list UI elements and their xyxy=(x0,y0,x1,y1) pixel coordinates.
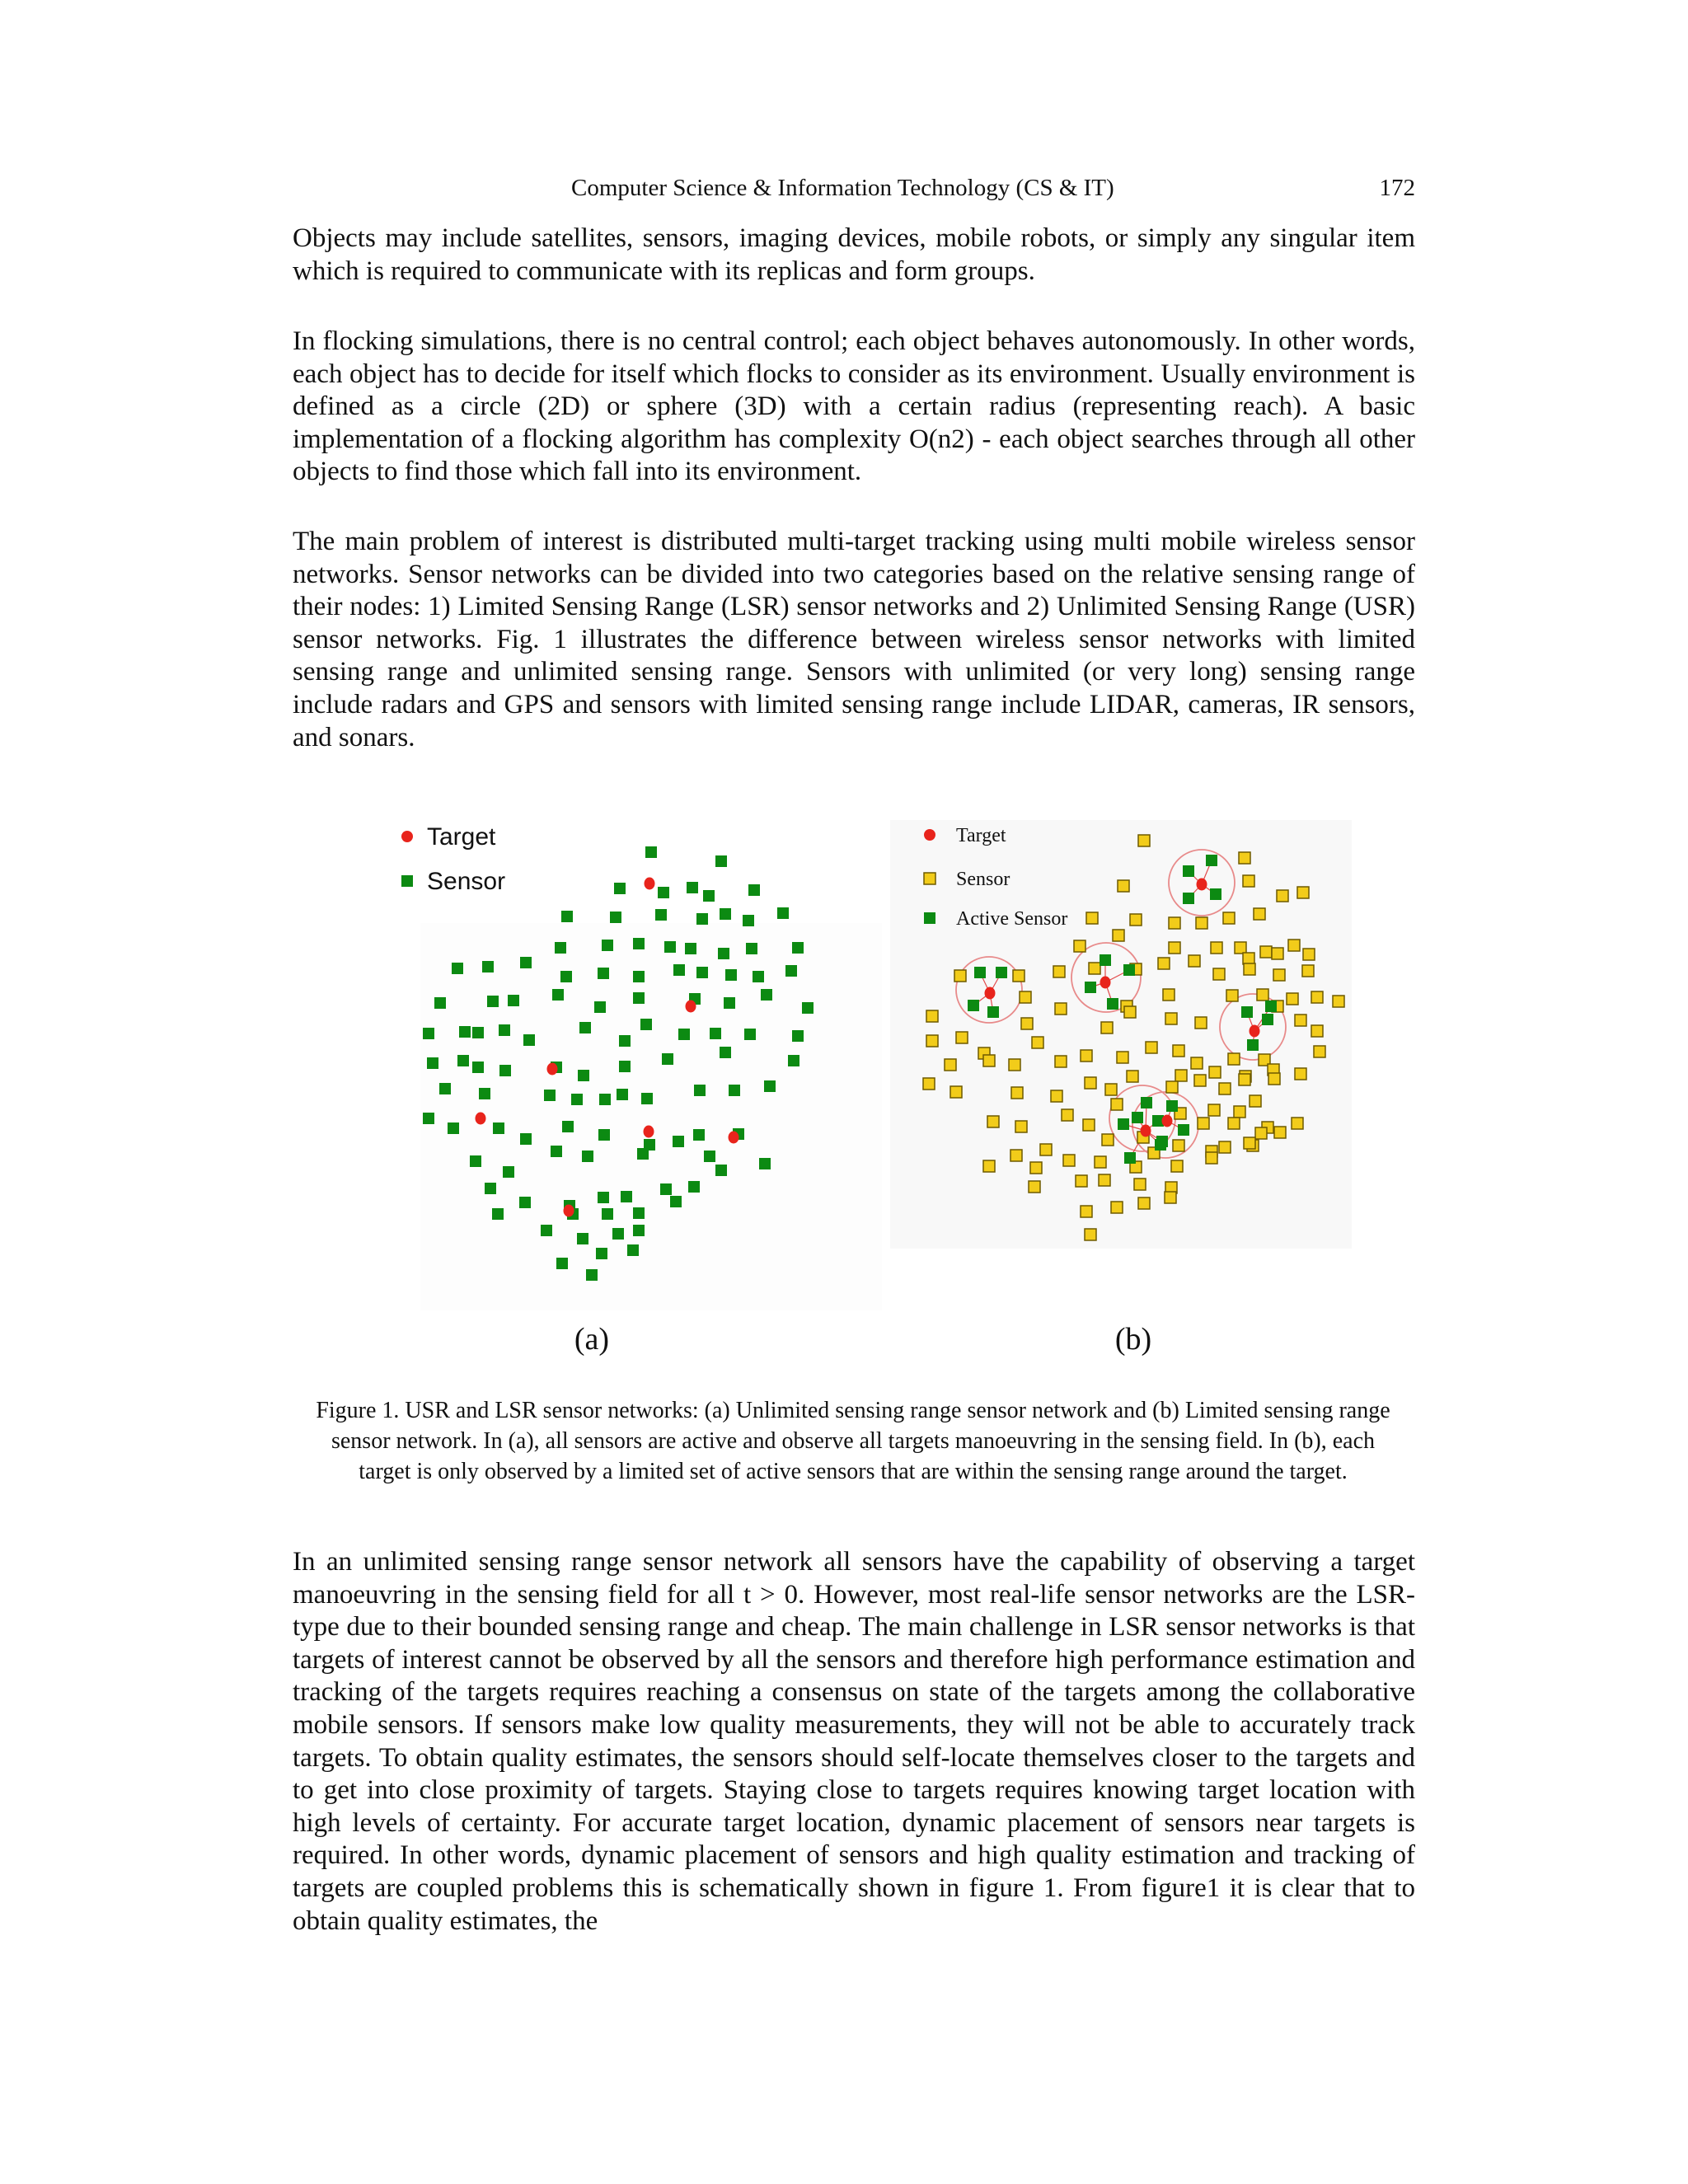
sensor-marker xyxy=(703,890,715,902)
sensor-marker xyxy=(577,1233,588,1244)
running-header xyxy=(293,175,1415,208)
panel-b-legend-sensor-marker xyxy=(924,873,935,884)
sensor-marker xyxy=(1208,1104,1220,1116)
sensor-marker xyxy=(479,1088,490,1099)
sensor-marker xyxy=(551,1146,562,1157)
sensor-marker xyxy=(1292,1118,1303,1129)
sensor-marker xyxy=(596,1248,607,1259)
target-marker xyxy=(644,1126,654,1138)
sensor-marker xyxy=(1196,917,1207,929)
active-sensor-marker xyxy=(1123,964,1135,976)
active-sensor-marker xyxy=(1183,865,1194,877)
sensor-marker xyxy=(1288,940,1300,951)
sensor-marker xyxy=(1213,968,1225,980)
sensor-marker xyxy=(434,997,446,1009)
sensor-marker xyxy=(519,1197,531,1208)
sensor-marker xyxy=(792,942,804,954)
sensor-marker xyxy=(1239,1074,1250,1085)
target-marker xyxy=(1250,1025,1260,1038)
sensor-marker xyxy=(673,1136,684,1147)
sensor-marker xyxy=(520,1133,532,1145)
active-sensor-marker xyxy=(1100,954,1111,966)
sensor-marker xyxy=(599,1094,611,1105)
active-sensor-marker xyxy=(1183,893,1194,904)
target-marker xyxy=(1197,879,1207,891)
sensor-marker xyxy=(696,967,708,978)
sensor-marker xyxy=(720,1047,731,1058)
sensor-marker xyxy=(641,1093,653,1104)
sensor-marker xyxy=(1127,1071,1138,1082)
sensor-marker xyxy=(761,989,772,1001)
sensor-marker xyxy=(1303,949,1315,960)
sensor-marker xyxy=(1081,1050,1092,1062)
sensor-marker xyxy=(598,1129,610,1141)
sensor-marker xyxy=(1020,991,1031,1003)
target-marker xyxy=(686,1001,696,1013)
sensor-marker xyxy=(1062,1109,1073,1121)
sensor-marker xyxy=(1138,1197,1150,1209)
sensor-marker xyxy=(1083,1119,1095,1131)
panel-b-legend-target-marker xyxy=(924,829,935,841)
sensor-marker xyxy=(1272,948,1283,959)
sensor-marker xyxy=(1146,1042,1157,1053)
sensor-marker xyxy=(1102,1134,1114,1146)
sensor-marker xyxy=(1086,912,1098,924)
paragraph-unlimited-range: In an unlimited sensing range sensor network all sensors have the capability of observing a target manoeuvring in the sensing field for all t > 0. However, most real-life sensor networks are the LSR-type due to their bounded sensing range and cheap. The main challenge in LSR sensor networks is that targets of interest cannot be observed by all the sensors and therefore high performance estimation and tracking of the targets requires reaching a consensus on state of the targets among the collaborative mobile sensors. If sensors make low quality measurements, they will not be able to accurately track targets. To obtain quality estimates, the sensors should self-locate themselves closer to the targets and to get into close proximity of targets. Staying close to targets requires knowing target location with high levels of certainty. For accurate target location, dynamic placement of sensors near targets is required. In other words, dynamic placement of sensors and high quality estimation and tracking of targets are coupled problems this is schematically shown in figure 1. From figure1 it is clear that to obtain quality estimates, the xyxy=(293,1547,1415,1936)
sensor-marker xyxy=(987,1116,999,1127)
active-sensor-marker xyxy=(1241,1006,1253,1018)
active-sensor-marker xyxy=(1262,1014,1273,1025)
sensor-marker xyxy=(1211,942,1222,954)
sensor-marker xyxy=(764,1080,776,1092)
sensor-marker xyxy=(753,971,764,982)
sensor-marker xyxy=(1032,1037,1043,1048)
sensor-marker xyxy=(612,1228,624,1240)
sensor-marker xyxy=(1244,963,1255,975)
target-marker xyxy=(1100,977,1111,989)
sensor-marker xyxy=(594,1001,606,1013)
sensor-marker xyxy=(523,1034,535,1046)
active-sensor-marker xyxy=(1265,1001,1277,1012)
sensor-marker xyxy=(1111,1202,1123,1213)
sensor-marker xyxy=(544,1090,556,1101)
sensor-marker xyxy=(1055,1056,1067,1067)
panel-b-legend-sensor-label: Sensor xyxy=(956,869,1010,890)
sensor-marker xyxy=(1244,1137,1255,1149)
sensor-marker xyxy=(637,1148,649,1160)
target-marker xyxy=(476,1113,486,1125)
sensor-marker xyxy=(1255,1127,1267,1139)
sensor-marker xyxy=(1051,1090,1062,1102)
sensor-marker xyxy=(470,1155,481,1167)
sensor-marker xyxy=(472,1027,484,1038)
sensor-marker xyxy=(427,1057,438,1069)
sensor-marker xyxy=(1138,835,1150,846)
sensor-marker xyxy=(439,1083,451,1094)
sensor-marker xyxy=(1130,914,1142,926)
sensor-marker xyxy=(983,1055,995,1066)
sensor-marker xyxy=(1257,989,1268,1001)
figure-1 xyxy=(387,812,1360,1364)
sensor-marker xyxy=(792,1030,804,1042)
sensor-marker xyxy=(956,1032,968,1043)
sensor-marker xyxy=(1085,1077,1096,1089)
sensor-marker xyxy=(1295,1068,1306,1080)
sensor-marker xyxy=(640,1019,652,1030)
sensor-marker xyxy=(1124,1006,1136,1018)
sensor-marker xyxy=(571,1094,583,1105)
sensor-marker xyxy=(1169,917,1180,929)
active-sensor-marker xyxy=(1118,1118,1129,1130)
sensor-marker xyxy=(556,1258,568,1269)
sensor-marker xyxy=(610,912,621,923)
sensor-marker xyxy=(1206,1152,1217,1164)
sensor-marker xyxy=(633,992,645,1004)
sensor-marker xyxy=(1333,996,1344,1007)
sensor-marker xyxy=(724,997,735,1009)
sensor-marker xyxy=(459,1026,471,1038)
sensor-marker xyxy=(619,1035,631,1047)
sensor-marker xyxy=(1029,1181,1040,1193)
sensor-marker xyxy=(945,1059,956,1071)
sensor-marker xyxy=(715,1165,727,1176)
sensor-marker xyxy=(1191,1057,1203,1069)
sensor-marker xyxy=(555,942,566,954)
paragraph-main-problem: The main problem of interest is distributed multi-target tracking using multi mobile wireless sensor networks. Sensor networks can be divided into two categories based on the relative sensing range of their nodes: 1) Limited Sensing Range (LSR) sensor networks and 2) Unlimited Sensing Range (USR) sensor networks. Fig. 1 illustrates the difference between wireless sensor networks with limited sensing range and unlimited sensing range. Sensors with unlimited (or very long) sensing range include radars and GPS and sensors with limited sensing range include LIDAR, cameras, IR sensors, and sonars. xyxy=(293,527,1415,752)
sensor-marker xyxy=(582,1151,593,1162)
sensor-marker xyxy=(1158,958,1170,969)
sensor-marker xyxy=(785,965,797,977)
sensor-marker xyxy=(718,948,729,959)
sensor-marker xyxy=(678,1029,690,1040)
sensor-marker xyxy=(950,1086,962,1098)
sensor-marker xyxy=(499,1065,511,1076)
panel-b-legend-active-sensor-label: Active Sensor xyxy=(956,908,1068,930)
active-sensor-marker xyxy=(1141,1097,1152,1108)
sensor-marker xyxy=(759,1158,771,1169)
sensor-marker xyxy=(746,943,757,954)
target-marker xyxy=(1141,1125,1151,1137)
sensor-marker xyxy=(579,1022,591,1033)
sensor-marker xyxy=(1273,969,1285,981)
figure-1-graphic xyxy=(387,812,1360,1364)
sensor-marker xyxy=(1030,1162,1042,1174)
sensor-marker xyxy=(1260,946,1272,958)
sensor-marker xyxy=(1173,1140,1184,1151)
sensor-marker xyxy=(694,1085,706,1096)
figure-caption: Figure 1. USR and LSR sensor networks: (a) Unlimited sensing range sensor network and (b) Limited sensing range sensor network. In (a), all sensors are active and observe all targets manoeuvring in the sensing field. In (b), each target is only observed by a limited set of active sensors that are within the sensing range around the target. xyxy=(316,1398,1390,1484)
sensor-marker xyxy=(1095,1156,1106,1168)
sensor-marker xyxy=(457,1055,469,1066)
sensor-marker xyxy=(923,1078,935,1090)
sensor-marker xyxy=(1163,989,1175,1001)
sensor-marker xyxy=(1235,942,1246,954)
sensor-marker xyxy=(1165,1192,1176,1203)
sensor-marker xyxy=(1243,953,1254,964)
sensor-marker xyxy=(1194,1075,1206,1086)
active-sensor-marker xyxy=(987,1006,999,1018)
sensor-marker xyxy=(1223,912,1235,924)
sensor-marker xyxy=(614,883,626,894)
sensor-marker xyxy=(704,1151,715,1162)
target-marker xyxy=(645,878,655,890)
sensor-marker xyxy=(1234,1106,1245,1118)
active-sensor-marker xyxy=(1206,855,1217,866)
sensor-marker xyxy=(1297,887,1309,898)
sensor-marker xyxy=(492,1208,504,1220)
sensor-marker xyxy=(423,1113,434,1124)
sensor-marker xyxy=(748,884,760,896)
page-number: 172 xyxy=(1379,175,1415,201)
sensor-marker xyxy=(687,882,698,893)
sensor-marker xyxy=(598,1192,609,1203)
sensor-marker xyxy=(520,957,532,968)
active-sensor-marker xyxy=(1166,1100,1178,1112)
sensor-marker xyxy=(1274,1127,1286,1138)
panel-a-label: (a) xyxy=(574,1322,610,1357)
sensor-marker xyxy=(658,887,669,898)
sensor-marker xyxy=(660,1183,672,1195)
active-sensor-marker xyxy=(1247,1039,1259,1051)
sensor-marker xyxy=(1175,1070,1187,1081)
sensor-marker xyxy=(673,964,685,976)
sensor-marker xyxy=(1311,1025,1323,1037)
sensor-marker xyxy=(508,995,519,1006)
sensor-marker xyxy=(1314,1046,1325,1057)
sensor-marker xyxy=(552,989,564,1001)
sensor-marker xyxy=(1171,1160,1183,1172)
panel-b-legend-target-label: Target xyxy=(956,825,1006,846)
active-sensor-marker xyxy=(1124,1152,1136,1164)
sensor-marker xyxy=(1021,1018,1033,1029)
sensor-marker xyxy=(1011,1087,1023,1099)
sensor-marker xyxy=(621,1191,632,1202)
sensor-marker xyxy=(1228,1053,1240,1065)
sensor-marker xyxy=(1055,1003,1067,1015)
sensor-marker xyxy=(578,1070,589,1081)
sensor-marker xyxy=(743,915,754,926)
sensor-marker xyxy=(1165,1013,1177,1024)
sensor-marker xyxy=(1195,1017,1207,1029)
sensor-marker xyxy=(1089,963,1100,974)
sensor-marker xyxy=(926,1010,938,1022)
sensor-marker xyxy=(1117,1052,1128,1063)
sensor-marker xyxy=(633,971,645,982)
sensor-marker xyxy=(1169,942,1180,954)
target-marker xyxy=(729,1132,739,1144)
sensor-marker xyxy=(627,1244,639,1256)
sensor-marker xyxy=(1013,970,1025,982)
sensor-marker xyxy=(1053,966,1065,977)
sensor-marker xyxy=(1081,1206,1092,1217)
sensor-marker xyxy=(1113,930,1124,941)
sensor-marker xyxy=(1166,1081,1178,1093)
sensor-marker xyxy=(560,971,572,982)
sensor-marker xyxy=(1111,1099,1123,1110)
sensor-marker xyxy=(619,1061,631,1072)
panel-a-legend-target-label: Target xyxy=(427,823,496,851)
active-sensor-marker xyxy=(968,1000,979,1011)
panel-a-legend-sensor-marker xyxy=(401,875,413,887)
sensor-marker xyxy=(696,913,708,925)
sensor-marker xyxy=(720,908,731,920)
sensor-marker xyxy=(633,1207,645,1219)
sensor-marker xyxy=(1009,1059,1020,1071)
panel-b-legend-active-sensor-marker xyxy=(924,912,935,924)
sensor-marker xyxy=(685,943,696,954)
sensor-marker xyxy=(777,907,789,919)
sensor-marker xyxy=(482,961,494,972)
sensor-marker xyxy=(1085,1229,1096,1240)
running-title: Computer Science & Information Technology (CS & IT) xyxy=(571,175,1114,201)
sensor-marker xyxy=(1198,1118,1209,1129)
sensor-marker xyxy=(448,1122,459,1134)
sensor-marker xyxy=(1189,955,1200,967)
sensor-marker xyxy=(1063,1155,1075,1166)
sensor-marker xyxy=(1099,1174,1110,1186)
panel-a-legend-target-marker xyxy=(401,831,413,842)
sensor-marker xyxy=(1311,991,1323,1003)
sensor-marker xyxy=(541,1225,552,1236)
sensor-marker xyxy=(598,968,609,979)
sensor-marker xyxy=(602,940,613,951)
sensor-marker xyxy=(503,1166,514,1178)
paragraph-flocking: In flocking simulations, there is no central control; each object behaves autonomously. In other words, each object has to decide for itself which flocks to consider as its environment. Usually environment is defined as a circle (2D) or sphere (3D) with a certain radius (representing reach). A basic implementation of a flocking algorithm has complexity O(n2) - each object searches through all other objects to find those which fall into its environment. xyxy=(293,326,1415,487)
sensor-marker xyxy=(617,1089,628,1100)
sensor-marker xyxy=(487,996,499,1007)
panel-b-label: (b) xyxy=(1114,1322,1152,1357)
sensor-marker xyxy=(562,1121,574,1132)
sensor-marker xyxy=(493,1122,504,1134)
sensor-marker xyxy=(1118,880,1129,892)
sensor-marker xyxy=(499,1024,510,1036)
panel-a-legend-sensor-label: Sensor xyxy=(427,868,506,895)
sensor-marker xyxy=(664,941,676,953)
sensor-marker xyxy=(1239,852,1250,864)
sensor-marker xyxy=(1219,1141,1231,1153)
target-marker xyxy=(1162,1115,1173,1127)
sensor-marker xyxy=(1295,1015,1306,1026)
sensor-marker xyxy=(802,1002,814,1014)
sensor-marker xyxy=(729,1085,740,1096)
sensor-marker xyxy=(693,1129,705,1141)
active-sensor-marker xyxy=(1210,888,1221,900)
sensor-marker xyxy=(1209,1066,1221,1078)
sensor-marker xyxy=(1268,1073,1280,1085)
sensor-marker xyxy=(1250,1095,1261,1107)
sensor-marker xyxy=(1243,875,1254,887)
sensor-marker xyxy=(561,911,573,922)
target-marker xyxy=(985,987,996,1000)
sensor-marker xyxy=(586,1269,598,1281)
sensor-marker xyxy=(485,1183,496,1194)
sensor-marker xyxy=(1101,1022,1113,1033)
sensor-marker xyxy=(1219,1083,1231,1094)
active-sensor-marker xyxy=(1085,982,1096,993)
active-sensor-marker xyxy=(1107,998,1118,1010)
sensor-marker xyxy=(633,1225,645,1236)
sensor-marker xyxy=(1287,993,1298,1005)
sensor-marker xyxy=(1076,1175,1087,1187)
sensor-marker xyxy=(655,909,667,921)
sensor-marker xyxy=(926,1035,938,1047)
sensor-marker xyxy=(715,855,727,867)
sensor-marker xyxy=(725,969,737,981)
active-sensor-marker xyxy=(996,967,1007,978)
sensor-marker xyxy=(423,1028,434,1039)
sensor-marker xyxy=(1226,990,1238,1001)
sensor-marker xyxy=(1302,965,1314,977)
active-sensor-marker xyxy=(974,967,986,978)
sensor-marker xyxy=(1254,908,1265,920)
active-sensor-marker xyxy=(1156,1136,1168,1147)
sensor-marker xyxy=(788,1055,799,1066)
sensor-marker xyxy=(1040,1144,1052,1155)
sensor-marker xyxy=(472,1062,484,1073)
active-sensor-marker xyxy=(1178,1124,1189,1136)
target-marker xyxy=(547,1063,558,1076)
sensor-marker xyxy=(452,963,463,974)
sensor-marker xyxy=(983,1160,995,1172)
sensor-marker xyxy=(744,1029,756,1040)
sensor-marker xyxy=(1228,1118,1240,1129)
sensor-marker xyxy=(662,1053,673,1065)
sensor-marker xyxy=(688,1181,700,1193)
sensor-marker xyxy=(602,1208,613,1220)
sensor-marker xyxy=(1010,1150,1022,1161)
sensor-marker xyxy=(1134,1179,1146,1190)
active-sensor-marker xyxy=(1132,1112,1143,1123)
sensor-marker xyxy=(710,1028,721,1039)
sensor-marker xyxy=(645,846,657,858)
target-marker xyxy=(564,1205,574,1217)
sensor-marker xyxy=(1074,940,1085,952)
sensor-marker xyxy=(633,938,645,949)
sensor-marker xyxy=(1173,1045,1184,1057)
paragraph-objects: Objects may include satellites, sensors, imaging devices, mobile robots, or simply any singular item which is required to communicate with its replicas and form groups. xyxy=(293,223,1415,286)
sensor-marker xyxy=(1277,890,1288,902)
sensor-marker xyxy=(1015,1121,1027,1132)
sensor-marker xyxy=(1105,1084,1117,1095)
sensor-marker xyxy=(670,1196,682,1207)
sensor-marker xyxy=(954,970,966,982)
